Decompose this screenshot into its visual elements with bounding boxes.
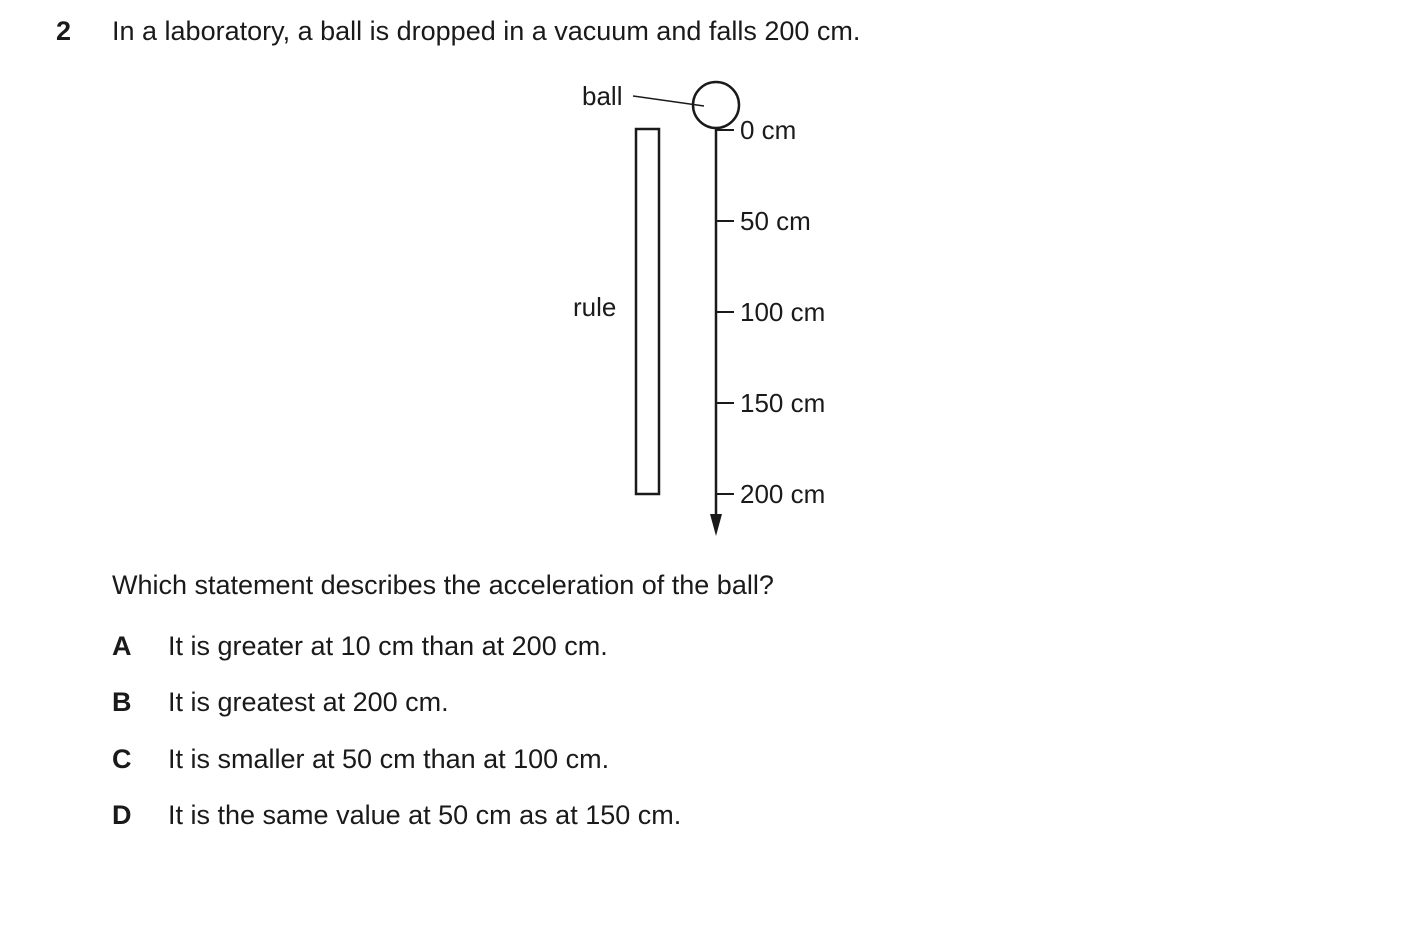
rule-shape (636, 129, 659, 494)
ball-label: ball (582, 81, 623, 111)
option-text: It is greater at 10 cm than at 200 cm. (168, 631, 608, 661)
option-c[interactable] (112, 744, 609, 775)
option-d[interactable] (112, 800, 681, 831)
scale-label-50: 50 cm (740, 206, 811, 236)
option-letter: B (112, 687, 132, 717)
scale-label-150: 150 cm (740, 388, 826, 418)
option-text: It is the same value at 50 cm as at 150 cm. (168, 800, 682, 830)
option-letter: A (112, 631, 132, 661)
option-letter: D (112, 800, 132, 830)
rule-label: rule (573, 292, 617, 322)
question-number: 2 (56, 16, 72, 46)
option-text: It is smaller at 50 cm than at 100 cm. (168, 744, 610, 774)
scale-label-0: 0 cm (740, 115, 797, 145)
option-text: It is greatest at 200 cm. (168, 687, 449, 717)
scale-label-200: 200 cm (740, 479, 826, 509)
option-letter: C (112, 744, 132, 774)
option-b[interactable] (112, 687, 449, 718)
scale-label-100: 100 cm (740, 297, 826, 327)
question-stem: In a laboratory, a ball is dropped in a vacuum and falls 200 cm. (112, 16, 861, 46)
fall-arrow-head (710, 514, 722, 536)
option-a[interactable] (112, 631, 608, 662)
question-prompt: Which statement describes the acceleration of the ball? (112, 570, 774, 600)
